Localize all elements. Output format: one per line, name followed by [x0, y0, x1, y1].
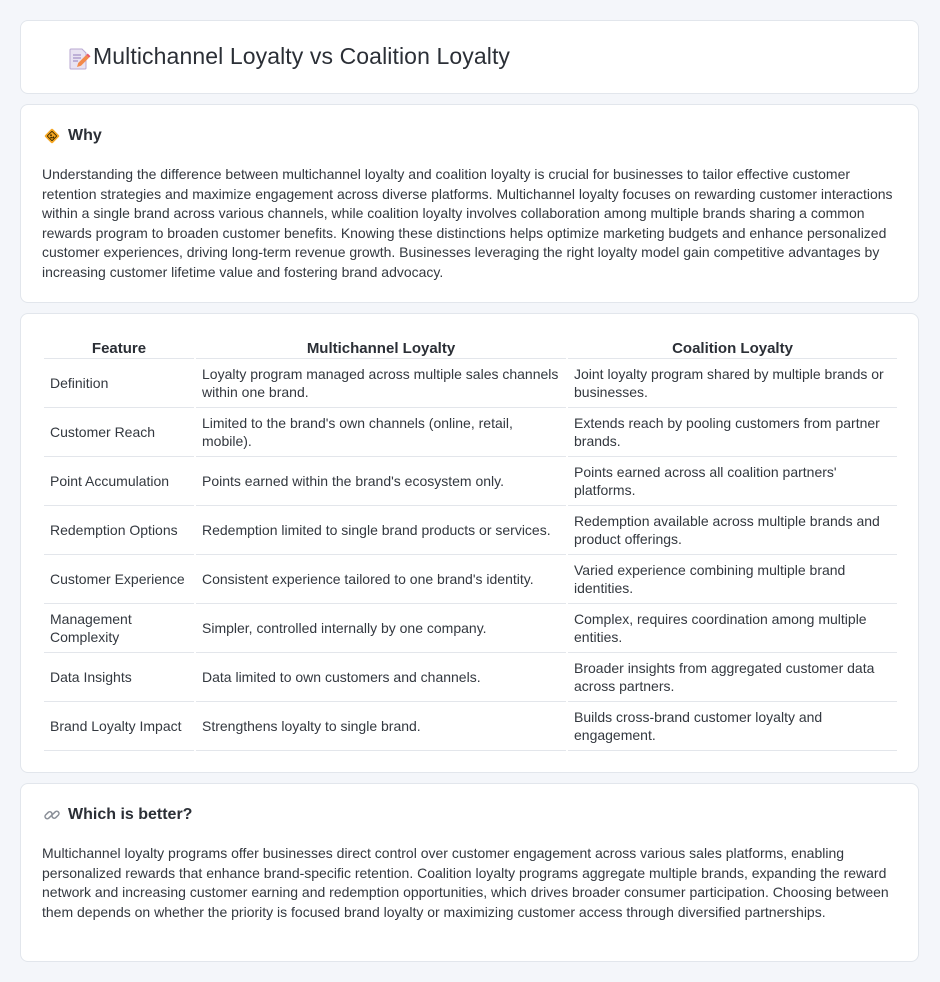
feature-cell: Customer Reach: [44, 408, 194, 457]
coalition-cell: Builds cross-brand customer loyalty and engagement.: [568, 702, 897, 751]
coalition-cell: Redemption available across multiple brands and product offerings.: [568, 506, 897, 555]
document-edit-icon: [67, 47, 91, 71]
coalition-cell: Broader insights from aggregated customer data across partners.: [568, 653, 897, 702]
which-is-better-heading: Which is better?: [68, 806, 193, 823]
table-row: [44, 702, 897, 751]
page-title: Multichannel Loyalty vs Coalition Loyalty: [93, 43, 511, 69]
coalition-cell: Extends reach by pooling customers from partner brands.: [568, 408, 897, 457]
coalition-cell: Varied experience combining multiple brand identities.: [568, 555, 897, 604]
multichannel-cell: Consistent experience tailored to one brand's identity.: [196, 555, 566, 604]
multichannel-cell: Limited to the brand's own channels (online, retail, mobile).: [196, 408, 566, 457]
feature-cell: Redemption Options: [44, 506, 194, 555]
table-row: [44, 506, 897, 555]
table-row: [44, 457, 897, 506]
feature-cell: Point Accumulation: [44, 457, 194, 506]
feature-cell: Management Complexity: [44, 604, 194, 653]
multichannel-cell: Simpler, controlled internally by one company.: [196, 604, 566, 653]
warning-sign-icon: [43, 127, 61, 145]
coalition-cell: Points earned across all coalition partners' platforms.: [568, 457, 897, 506]
why-section: [20, 104, 919, 303]
table-row: [44, 555, 897, 604]
table-row: [44, 408, 897, 457]
link-icon: [43, 806, 61, 824]
column-header: Feature: [44, 335, 194, 359]
which-is-better-text: Multichannel loyalty programs offer businesses direct control over customer engagement across various sales platforms, enabling personalized rewards that enhance brand-specific retention. Coalition loyalty programs aggregate multiple brands, expanding the reward network and increasing customer earning and redemption opportunities, which drives broader consumer participation. Choosing between them depends on whether the priority is focused brand loyalty or maximizing customer access through diversified partnerships.: [42, 845, 889, 920]
multichannel-cell: Strengthens loyalty to single brand.: [196, 702, 566, 751]
table-row: [44, 653, 897, 702]
column-header: Coalition Loyalty: [568, 335, 897, 359]
feature-cell: Data Insights: [44, 653, 194, 702]
why-heading: Why: [68, 127, 102, 144]
multichannel-cell: Redemption limited to single brand products or services.: [196, 506, 566, 555]
feature-cell: Brand Loyalty Impact: [44, 702, 194, 751]
multichannel-cell: Loyalty program managed across multiple sales channels within one brand.: [196, 359, 566, 408]
coalition-cell: Joint loyalty program shared by multiple brands or businesses.: [568, 359, 897, 408]
title-card: [20, 20, 919, 94]
feature-cell: Customer Experience: [44, 555, 194, 604]
which-is-better-section: [20, 783, 919, 962]
feature-cell: Definition: [44, 359, 194, 408]
comparison-table-card: [20, 313, 919, 773]
coalition-cell: Complex, requires coordination among multiple entities.: [568, 604, 897, 653]
table-header-row: [44, 335, 897, 359]
multichannel-cell: Points earned within the brand's ecosystem only.: [196, 457, 566, 506]
table-row: [44, 604, 897, 653]
comparison-table: [42, 335, 899, 751]
why-text: Understanding the difference between multichannel loyalty and coalition loyalty is crucial for businesses to tailor effective customer retention strategies and maximize engagement across diverse platforms. Multichannel loyalty focuses on rewarding customer interactions within a single brand across various channels, while coalition loyalty involves collaboration among multiple brands sharing a common rewards program to broaden customer benefits. Knowing these distinctions helps optimize marketing budgets and enhance personalized customer experiences, driving long-term revenue growth. Businesses leveraging the right loyalty model gain competitive advantages by increasing customer lifetime value and fostering brand advocacy.: [42, 166, 893, 280]
table-row: [44, 359, 897, 408]
column-header: Multichannel Loyalty: [196, 335, 566, 359]
multichannel-cell: Data limited to own customers and channels.: [196, 653, 566, 702]
